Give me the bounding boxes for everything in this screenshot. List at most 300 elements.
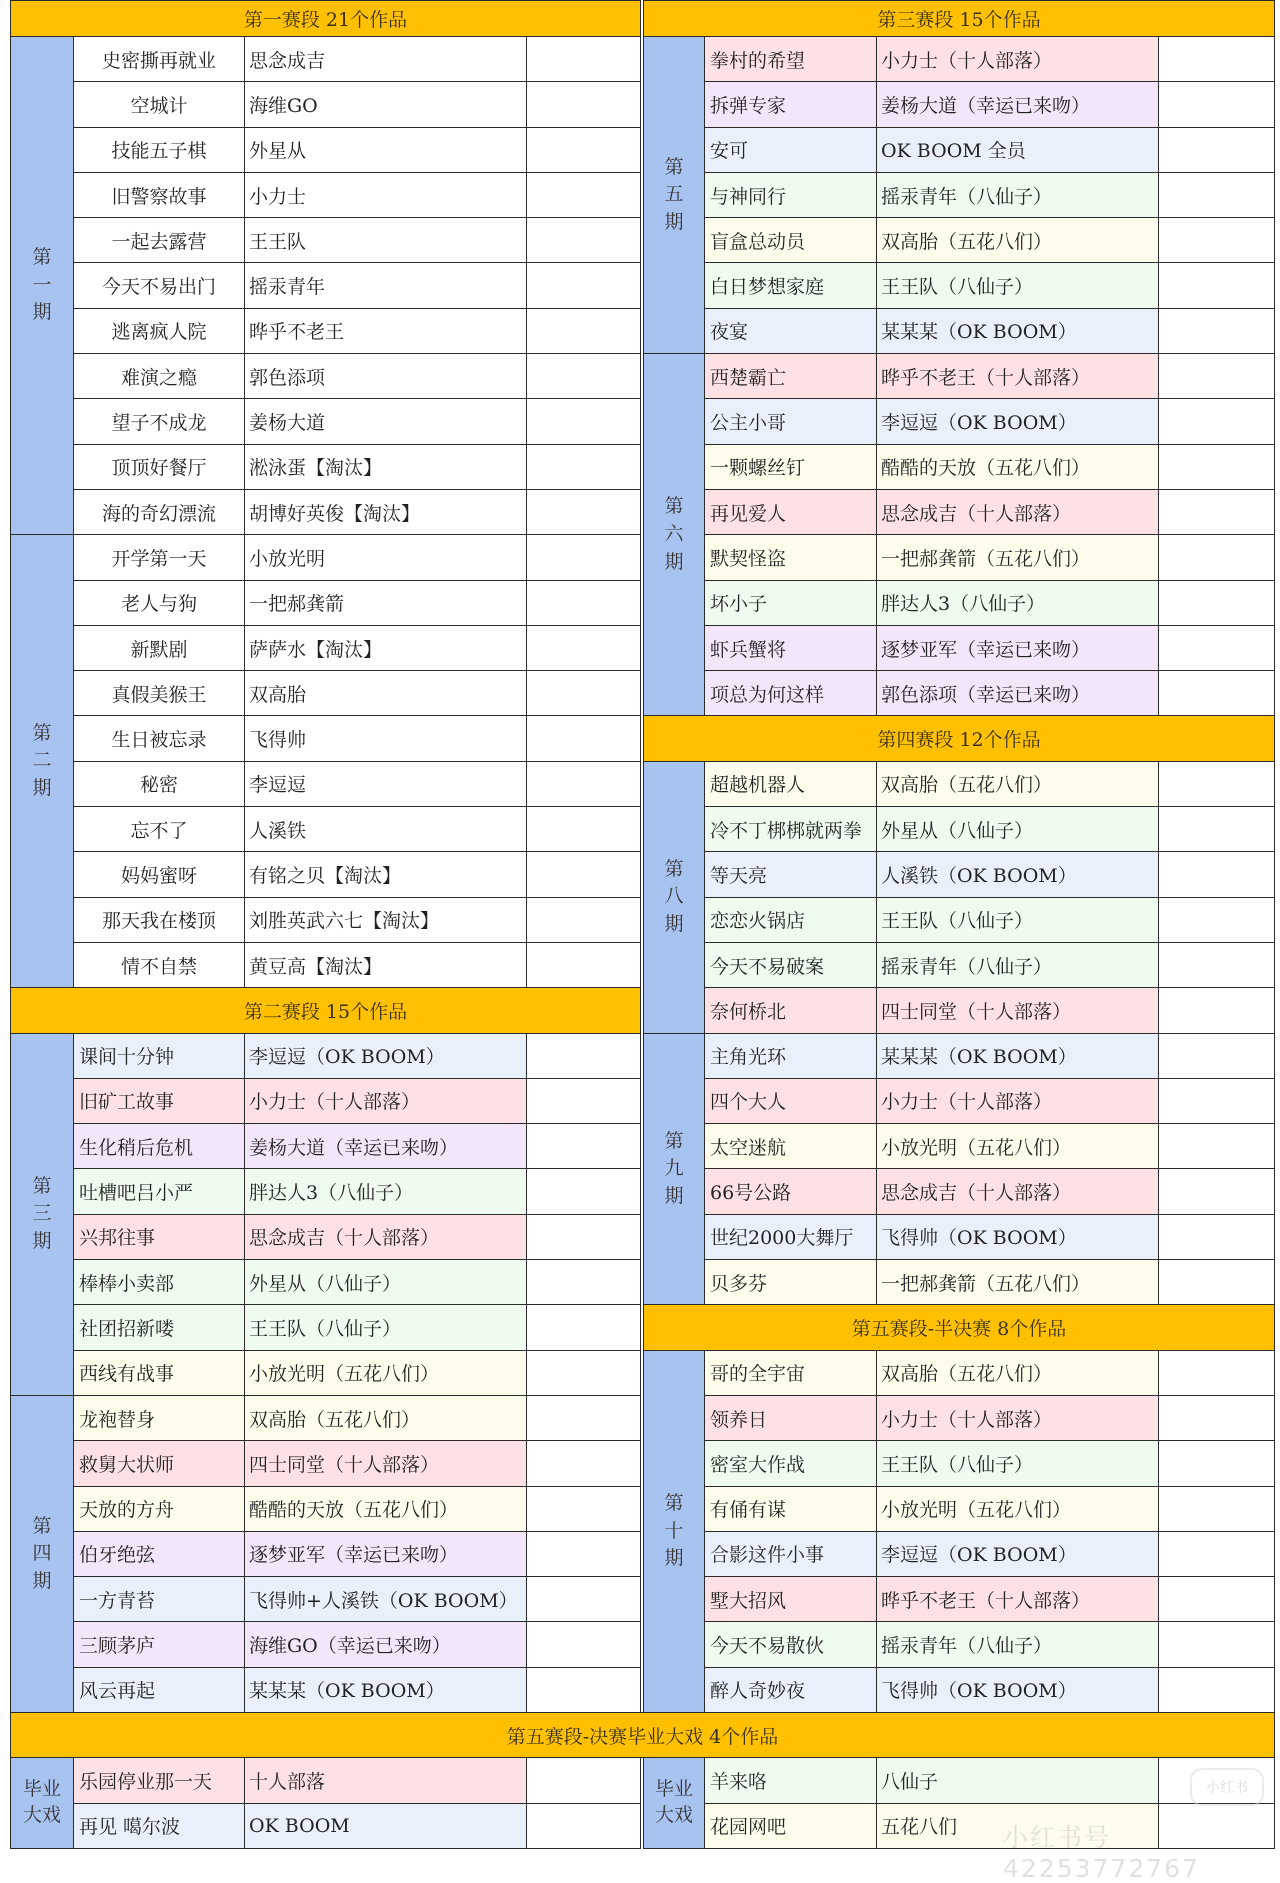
team-name-text: 小放光明（五花八们） bbox=[881, 1499, 1072, 1522]
team-name-text: 双高胎（五花八们） bbox=[881, 230, 1053, 253]
work-title-text: 太空迷航 bbox=[710, 1136, 787, 1159]
work-title bbox=[704, 172, 877, 218]
period-label bbox=[643, 1033, 705, 1306]
work-title-text: 课间十分钟 bbox=[79, 1046, 175, 1069]
team-name-text: 胖达人3（八仙子） bbox=[881, 593, 1046, 616]
empty-cell bbox=[1158, 1168, 1275, 1214]
period-label-text: 第六期 bbox=[664, 495, 684, 573]
work-title bbox=[704, 1757, 877, 1803]
work-title bbox=[73, 1486, 245, 1532]
team-name bbox=[876, 1576, 1159, 1622]
empty-cell bbox=[1158, 1486, 1275, 1532]
team-name-text: 双高胎 bbox=[249, 683, 307, 706]
empty-cell bbox=[526, 1440, 641, 1486]
empty-cell bbox=[1158, 625, 1275, 671]
team-name-text: 十人部落 bbox=[249, 1770, 326, 1793]
period-label bbox=[643, 1350, 705, 1713]
team-name-text: 小力士（十人部落） bbox=[881, 1408, 1053, 1431]
section-header bbox=[10, 0, 641, 37]
work-title-text: 今天不易破案 bbox=[710, 955, 825, 978]
team-name-text: 晔乎不老王（十人部落） bbox=[881, 1589, 1091, 1612]
empty-cell bbox=[526, 489, 641, 535]
section-header-text: 第五赛段-半决赛 8个作品 bbox=[851, 1317, 1067, 1340]
empty-cell bbox=[1158, 172, 1275, 218]
work-title bbox=[704, 308, 877, 354]
work-title bbox=[704, 398, 877, 444]
empty-cell bbox=[526, 398, 641, 444]
team-name bbox=[876, 897, 1159, 943]
work-title-text: 风云再起 bbox=[79, 1680, 156, 1703]
period-label bbox=[643, 1757, 705, 1849]
final-section-header bbox=[10, 1712, 1275, 1758]
work-title bbox=[704, 987, 877, 1033]
team-name-text: 李逗逗（OK BOOM） bbox=[881, 412, 1077, 435]
team-name bbox=[244, 1667, 527, 1713]
work-title-text: 伯牙绝弦 bbox=[79, 1544, 156, 1567]
team-name bbox=[876, 625, 1159, 671]
work-title bbox=[704, 444, 877, 490]
work-title-text: 兴邦往事 bbox=[79, 1227, 156, 1250]
work-title-text: 今天不易散伙 bbox=[710, 1635, 825, 1658]
empty-cell bbox=[1158, 987, 1275, 1033]
work-title-text: 项总为何这样 bbox=[710, 683, 825, 706]
work-title-text: 三顾茅庐 bbox=[79, 1635, 156, 1658]
work-title-text: 再见爱人 bbox=[710, 502, 787, 525]
team-name-text: 思念成吉（十人部落） bbox=[249, 1227, 440, 1250]
work-title-text: 合影这件小事 bbox=[710, 1544, 825, 1567]
team-name-text: 小力士（十人部落） bbox=[881, 49, 1053, 72]
team-name-text: 王王队（八仙子） bbox=[249, 1317, 402, 1340]
empty-cell bbox=[1158, 806, 1275, 852]
team-name-text: 四士同堂（十人部落） bbox=[881, 1000, 1072, 1023]
work-title bbox=[704, 1259, 877, 1305]
team-name bbox=[876, 489, 1159, 535]
empty-cell bbox=[1158, 489, 1275, 535]
work-title bbox=[73, 1350, 245, 1396]
team-name-text: 海维GO bbox=[249, 94, 318, 117]
team-name-text: 胖达人3（八仙子） bbox=[249, 1182, 414, 1205]
work-title-text: 吐槽吧吕小严 bbox=[79, 1182, 194, 1205]
team-name-text: 淞泳蛋【淘汰】 bbox=[249, 457, 383, 480]
team-name-text: 萨萨水【淘汰】 bbox=[249, 638, 383, 661]
period-label-text: 第五期 bbox=[664, 155, 684, 233]
team-name-text: 双高胎（五花八们） bbox=[881, 774, 1053, 797]
work-title-text: 白日梦想家庭 bbox=[710, 276, 825, 299]
work-title-text: 旧矿工故事 bbox=[79, 1091, 175, 1114]
team-name bbox=[876, 127, 1159, 173]
section-header bbox=[10, 987, 641, 1033]
team-name-text: OK BOOM 全员 bbox=[881, 140, 1026, 163]
work-title bbox=[704, 897, 877, 943]
team-name bbox=[876, 1395, 1159, 1441]
empty-cell bbox=[526, 1168, 641, 1214]
team-name bbox=[876, 534, 1159, 580]
team-name bbox=[876, 398, 1159, 444]
work-title-text: 秘密 bbox=[139, 774, 178, 797]
team-name-text: 小放光明（五花八们） bbox=[249, 1363, 440, 1386]
team-name bbox=[876, 1667, 1159, 1713]
team-name-text: 人溪铁（OK BOOM） bbox=[881, 864, 1077, 887]
section-header bbox=[643, 0, 1275, 37]
section-header-text: 第三赛段 15个作品 bbox=[877, 9, 1041, 31]
work-title bbox=[73, 761, 245, 807]
work-title bbox=[73, 353, 245, 399]
team-name bbox=[244, 851, 527, 897]
team-name bbox=[244, 580, 527, 626]
team-name bbox=[244, 670, 527, 716]
work-title bbox=[704, 761, 877, 807]
work-title bbox=[73, 81, 245, 127]
work-title-text: 难演之瘾 bbox=[120, 366, 197, 389]
work-title-text: 醉人奇妙夜 bbox=[710, 1680, 806, 1703]
work-title-text: 生化稍后危机 bbox=[79, 1136, 194, 1159]
empty-cell bbox=[1158, 81, 1275, 127]
period-label-text: 第四期 bbox=[32, 1514, 52, 1592]
work-title bbox=[73, 806, 245, 852]
empty-cell bbox=[526, 897, 641, 943]
team-name-text: 一把郝龚箭（五花八们） bbox=[881, 1272, 1091, 1295]
team-name bbox=[244, 1259, 527, 1305]
team-name-text: 双高胎（五花八们） bbox=[881, 1363, 1053, 1386]
empty-cell bbox=[1158, 1440, 1275, 1486]
team-name-text: 王王队（八仙子） bbox=[881, 1453, 1034, 1476]
period-label bbox=[10, 534, 74, 988]
team-name bbox=[876, 1259, 1159, 1305]
work-title bbox=[73, 1440, 245, 1486]
empty-cell bbox=[1158, 217, 1275, 263]
work-title bbox=[73, 398, 245, 444]
work-title bbox=[704, 580, 877, 626]
work-title bbox=[73, 217, 245, 263]
team-name-text: 八仙子 bbox=[881, 1770, 939, 1793]
work-title-text: 等天亮 bbox=[710, 864, 768, 887]
team-name-text: 有铭之贝【淘汰】 bbox=[249, 864, 402, 887]
work-title-text: 天放的方舟 bbox=[79, 1499, 175, 1522]
work-title bbox=[704, 353, 877, 399]
empty-cell bbox=[526, 1395, 641, 1441]
empty-cell bbox=[526, 1531, 641, 1577]
empty-cell bbox=[526, 1078, 641, 1124]
team-name-text: 郭色添项（幸运已来吻） bbox=[881, 683, 1091, 706]
empty-cell bbox=[1158, 262, 1275, 308]
work-title-text: 妈妈蜜呀 bbox=[120, 864, 197, 887]
work-title bbox=[704, 1168, 877, 1214]
team-name-text: 飞得帅+人溪铁（OK BOOM） bbox=[249, 1589, 518, 1612]
work-title bbox=[704, 1803, 877, 1849]
section-header bbox=[643, 1304, 1275, 1350]
empty-cell bbox=[1158, 1803, 1275, 1849]
team-name bbox=[244, 1168, 527, 1214]
watermark-text: 小红书号 42253772767 bbox=[1003, 1823, 1200, 1883]
empty-cell bbox=[526, 444, 641, 490]
team-name bbox=[244, 127, 527, 173]
team-name-text: 李逗逗（OK BOOM） bbox=[249, 1046, 445, 1069]
period-label-text: 第九期 bbox=[664, 1129, 684, 1207]
team-name bbox=[876, 1214, 1159, 1260]
work-title-text: 海的奇幻漂流 bbox=[101, 502, 216, 525]
work-title-text: 旧警察故事 bbox=[111, 185, 207, 208]
team-name bbox=[244, 1214, 527, 1260]
work-title bbox=[704, 1214, 877, 1260]
team-name bbox=[244, 1123, 527, 1169]
team-name bbox=[876, 806, 1159, 852]
team-name bbox=[876, 1078, 1159, 1124]
team-name-text: 思念成吉 bbox=[249, 49, 326, 72]
work-title bbox=[73, 534, 245, 580]
empty-cell bbox=[526, 1486, 641, 1532]
team-name bbox=[244, 1078, 527, 1124]
team-name bbox=[876, 308, 1159, 354]
empty-cell bbox=[526, 942, 641, 988]
team-name-text: 摇汞青年（八仙子） bbox=[881, 185, 1053, 208]
team-name bbox=[876, 217, 1159, 263]
work-title-text: 史密撕再就业 bbox=[101, 49, 216, 72]
empty-cell bbox=[1158, 670, 1275, 716]
work-title bbox=[73, 444, 245, 490]
work-title-text: 四个大人 bbox=[710, 1091, 787, 1114]
work-title bbox=[73, 942, 245, 988]
work-title bbox=[704, 1033, 877, 1079]
work-title-text: 技能五子棋 bbox=[111, 140, 207, 163]
team-name-text: 飞得帅 bbox=[249, 729, 307, 752]
work-title bbox=[73, 1395, 245, 1441]
empty-cell bbox=[1158, 398, 1275, 444]
empty-cell bbox=[1158, 1667, 1275, 1713]
empty-cell bbox=[1158, 534, 1275, 580]
team-name bbox=[876, 353, 1159, 399]
team-name bbox=[244, 1033, 527, 1079]
period-label bbox=[10, 1033, 74, 1396]
empty-cell bbox=[526, 36, 641, 82]
work-title-text: 社团招新喽 bbox=[79, 1317, 175, 1340]
team-name-text: 某某某（OK BOOM） bbox=[249, 1680, 445, 1703]
team-name-text: 郭色添项 bbox=[249, 366, 326, 389]
work-title bbox=[73, 308, 245, 354]
period-label bbox=[10, 1757, 74, 1849]
team-name-text: 逐梦亚军（幸运已来吻） bbox=[881, 638, 1091, 661]
team-name-text: 思念成吉（十人部落） bbox=[881, 1182, 1072, 1205]
team-name-text: 姜杨大道 bbox=[249, 412, 326, 435]
work-title-text: 冷不丁梆梆就两拳 bbox=[710, 819, 863, 842]
empty-cell bbox=[1158, 1259, 1275, 1305]
team-name bbox=[244, 1440, 527, 1486]
team-name-text: 海维GO（幸运已来吻） bbox=[249, 1635, 451, 1658]
work-title bbox=[73, 172, 245, 218]
work-title bbox=[73, 1621, 245, 1667]
team-name-text: 一把郝龚箭（五花八们） bbox=[881, 547, 1091, 570]
work-title bbox=[704, 489, 877, 535]
team-name bbox=[244, 534, 527, 580]
work-title-text: 棒棒小卖部 bbox=[79, 1272, 175, 1295]
work-title bbox=[704, 1621, 877, 1667]
team-name bbox=[876, 670, 1159, 716]
empty-cell bbox=[526, 851, 641, 897]
work-title bbox=[704, 942, 877, 988]
work-title bbox=[73, 36, 245, 82]
team-name bbox=[876, 172, 1159, 218]
empty-cell bbox=[526, 534, 641, 580]
work-title-text: 夜宴 bbox=[710, 321, 749, 344]
period-label bbox=[10, 36, 74, 535]
team-name bbox=[244, 1531, 527, 1577]
empty-cell bbox=[1158, 1531, 1275, 1577]
work-title bbox=[704, 1078, 877, 1124]
team-name bbox=[244, 217, 527, 263]
empty-cell bbox=[1158, 761, 1275, 807]
work-title bbox=[704, 1486, 877, 1532]
work-title-text: 忘不了 bbox=[130, 819, 188, 842]
work-title bbox=[704, 127, 877, 173]
team-name bbox=[876, 1033, 1159, 1079]
work-title bbox=[73, 262, 245, 308]
work-title bbox=[73, 489, 245, 535]
empty-cell bbox=[1158, 1576, 1275, 1622]
work-title-text: 今天不易出门 bbox=[101, 276, 216, 299]
work-title bbox=[704, 1123, 877, 1169]
work-title-text: 再见 噶尔波 bbox=[79, 1816, 181, 1839]
empty-cell bbox=[526, 81, 641, 127]
team-name-text: 外星从 bbox=[249, 140, 307, 163]
empty-cell bbox=[1158, 580, 1275, 626]
empty-cell bbox=[526, 1304, 641, 1350]
work-title-text: 空城计 bbox=[130, 94, 188, 117]
team-name-text: 飞得帅（OK BOOM） bbox=[881, 1227, 1077, 1250]
period-label-text: 第八期 bbox=[664, 857, 684, 935]
team-name-text: 李逗逗 bbox=[249, 774, 307, 797]
empty-cell bbox=[526, 1350, 641, 1396]
work-title bbox=[704, 1350, 877, 1396]
team-name-text: 五花八们 bbox=[881, 1816, 958, 1839]
team-name bbox=[244, 1350, 527, 1396]
work-title-text: 恋恋火锅店 bbox=[710, 910, 806, 933]
team-name bbox=[876, 81, 1159, 127]
empty-cell bbox=[526, 625, 641, 671]
work-title-text: 羊来咯 bbox=[710, 1770, 768, 1793]
period-label-text: 第一期 bbox=[32, 246, 52, 324]
empty-cell bbox=[1158, 36, 1275, 82]
team-name bbox=[244, 172, 527, 218]
work-title-text: 66号公路 bbox=[710, 1182, 792, 1205]
work-title-text: 顶顶好餐厅 bbox=[111, 457, 207, 480]
work-title-text: 龙袍替身 bbox=[79, 1408, 156, 1431]
work-title-text: 超越机器人 bbox=[710, 774, 806, 797]
section-header-text: 第四赛段 12个作品 bbox=[877, 729, 1041, 752]
team-name bbox=[876, 262, 1159, 308]
empty-cell bbox=[526, 308, 641, 354]
team-name bbox=[876, 36, 1159, 82]
work-title-text: 救舅大状师 bbox=[79, 1453, 175, 1476]
empty-cell bbox=[526, 806, 641, 852]
work-title-text: 情不自禁 bbox=[120, 955, 197, 978]
team-name bbox=[244, 897, 527, 943]
team-name-text: 小力士（十人部落） bbox=[881, 1091, 1053, 1114]
work-title bbox=[704, 1440, 877, 1486]
team-name-text: 刘胜英武六七【淘汰】 bbox=[249, 910, 440, 933]
work-title bbox=[704, 1667, 877, 1713]
empty-cell bbox=[1158, 1621, 1275, 1667]
team-name-text: 酷酷的天放（五花八们） bbox=[249, 1499, 459, 1522]
team-name bbox=[244, 942, 527, 988]
work-title bbox=[73, 625, 245, 671]
work-title bbox=[73, 715, 245, 761]
work-title-text: 老人与狗 bbox=[120, 593, 197, 616]
work-title bbox=[704, 806, 877, 852]
work-title bbox=[73, 1033, 245, 1079]
work-title bbox=[704, 625, 877, 671]
work-title-text: 花园网吧 bbox=[710, 1816, 787, 1839]
team-name-text: 黄豆高【淘汰】 bbox=[249, 955, 383, 978]
period-label bbox=[643, 761, 705, 1034]
work-title bbox=[73, 670, 245, 716]
work-title bbox=[704, 1531, 877, 1577]
work-title-text: 开学第一天 bbox=[111, 547, 207, 570]
empty-cell bbox=[1158, 897, 1275, 943]
work-title-text: 盲盒总动员 bbox=[710, 230, 806, 253]
team-name bbox=[244, 398, 527, 444]
team-name-text: 王王队（八仙子） bbox=[881, 276, 1034, 299]
team-name-text: 思念成吉（十人部落） bbox=[881, 502, 1072, 525]
empty-cell bbox=[526, 580, 641, 626]
empty-cell bbox=[526, 127, 641, 173]
team-name-text: 小放光明（五花八们） bbox=[881, 1136, 1072, 1159]
work-title-text: 与神同行 bbox=[710, 185, 787, 208]
team-name bbox=[244, 761, 527, 807]
team-name-text: 小放光明 bbox=[249, 547, 326, 570]
empty-cell bbox=[526, 1757, 641, 1803]
work-title-text: 世纪2000大舞厅 bbox=[710, 1227, 854, 1250]
schedule-table bbox=[10, 0, 1274, 1848]
empty-cell bbox=[526, 1214, 641, 1260]
team-name-text: 某某某（OK BOOM） bbox=[881, 1046, 1077, 1069]
team-name-text: 摇汞青年 bbox=[249, 276, 326, 299]
section-header bbox=[643, 715, 1275, 761]
team-name bbox=[876, 1168, 1159, 1214]
empty-cell bbox=[1158, 1033, 1275, 1079]
empty-cell bbox=[526, 217, 641, 263]
team-name bbox=[876, 1757, 1159, 1803]
work-title-text: 贝多芬 bbox=[710, 1272, 768, 1295]
team-name bbox=[244, 1803, 527, 1849]
team-name bbox=[244, 1304, 527, 1350]
team-name-text: 逐梦亚军（幸运已来吻） bbox=[249, 1544, 459, 1567]
team-name-text: OK BOOM bbox=[249, 1814, 350, 1837]
period-label-text: 毕业大戏 bbox=[22, 1778, 61, 1827]
work-title bbox=[704, 36, 877, 82]
team-name-text: 某某某（OK BOOM） bbox=[881, 321, 1077, 344]
work-title-text: 一颗螺丝钉 bbox=[710, 457, 806, 480]
section-header-text: 第二赛段 15个作品 bbox=[243, 1000, 408, 1023]
team-name-text: 李逗逗（OK BOOM） bbox=[881, 1544, 1077, 1567]
work-title bbox=[704, 217, 877, 263]
empty-cell bbox=[1158, 1214, 1275, 1260]
period-label-text: 第三期 bbox=[32, 1174, 52, 1252]
work-title-text: 有俑有谋 bbox=[710, 1499, 787, 1522]
team-name-text: 四士同堂（十人部落） bbox=[249, 1453, 440, 1476]
work-title bbox=[73, 1078, 245, 1124]
team-name-text: 摇汞青年（八仙子） bbox=[881, 955, 1053, 978]
work-title bbox=[73, 1168, 245, 1214]
period-label bbox=[643, 36, 705, 354]
team-name bbox=[876, 1123, 1159, 1169]
team-name bbox=[876, 580, 1159, 626]
team-name bbox=[876, 1440, 1159, 1486]
empty-cell bbox=[1158, 1757, 1275, 1803]
work-title bbox=[704, 534, 877, 580]
empty-cell bbox=[1158, 444, 1275, 490]
work-title bbox=[73, 1576, 245, 1622]
empty-cell bbox=[1158, 851, 1275, 897]
period-label-text: 第二期 bbox=[32, 721, 52, 800]
